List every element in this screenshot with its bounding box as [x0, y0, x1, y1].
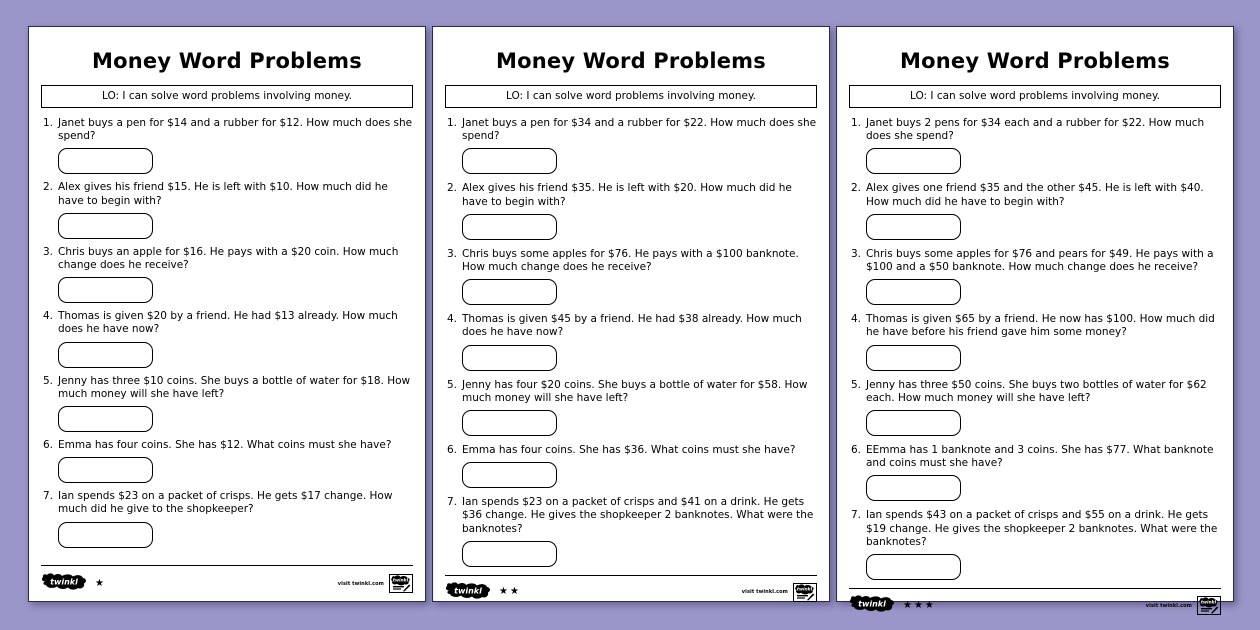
question-text: Jenny has four $20 coins. She buys a bottle of water for $58. How much money will she have left?: [462, 378, 808, 404]
question-text: Ian spends $23 on a packet of crisps. He gets $17 change. How much did he give to the shopkeeper?: [58, 490, 393, 516]
question-number: 5.: [42, 374, 53, 387]
question-number: 3.: [850, 247, 861, 260]
answer-box-2[interactable]: [58, 213, 153, 239]
question-list: [445, 117, 817, 575]
question-body: [462, 248, 817, 311]
question-item-4: [41, 310, 413, 373]
svg-text:twinkl: twinkl: [392, 578, 409, 584]
question-body: [58, 439, 413, 489]
question-item-4: [445, 313, 817, 376]
twinkl-logo-icon: [41, 573, 87, 594]
question-body: [462, 117, 817, 180]
footer-left-group: [41, 573, 106, 594]
answer-box-6[interactable]: [866, 475, 961, 501]
footer-right-group: [742, 583, 817, 602]
question-number: 6.: [850, 444, 861, 457]
answer-box-1[interactable]: [58, 148, 153, 174]
question-text: Ian spends $43 on a packet of crisps and $55 on a drink. He gets $19 change. He gives the shopkeeper 2 banknotes. What were the banknotes?: [866, 509, 1218, 548]
question-item-7: [849, 509, 1221, 586]
question-text: EEmma has 1 banknote and 3 coins. She has $77. What banknote and coins must she have?: [866, 444, 1214, 470]
learning-objective-text: LO: I can solve word problems involving money.: [101, 90, 353, 102]
answer-box-5[interactable]: [866, 410, 961, 436]
question-number: 2.: [850, 182, 861, 195]
question-text: Janet buys a pen for $14 and a rubber for $12. How much does she spend?: [58, 117, 413, 143]
question-body: [58, 181, 413, 244]
question-number: 4.: [42, 310, 53, 323]
question-body: [462, 182, 817, 245]
question-body: [866, 444, 1221, 507]
question-item-2: [445, 182, 817, 245]
question-text: Alex gives his friend $35. He is left with $20. How much did he have to begin with?: [462, 182, 792, 208]
worksheet-page-1[interactable]: [28, 26, 426, 602]
question-body: [866, 182, 1221, 245]
question-list: [41, 117, 413, 565]
question-item-6: [849, 444, 1221, 507]
question-item-3: [445, 248, 817, 311]
difficulty-stars: ★: [95, 577, 106, 589]
question-text: Thomas is given $20 by a friend. He had $13 already. How much does he have now?: [58, 310, 398, 336]
question-number: 3.: [446, 247, 457, 260]
question-number: 1.: [446, 117, 457, 129]
question-item-5: [41, 375, 413, 438]
question-item-5: [849, 379, 1221, 442]
question-item-4: [849, 313, 1221, 376]
question-body: [462, 379, 817, 442]
twinkl-logo-icon: [445, 582, 491, 603]
question-number: 1.: [42, 117, 53, 129]
question-body: [58, 117, 413, 180]
footer-left-group: [445, 582, 521, 603]
question-number: 7.: [446, 496, 457, 509]
answer-box-7[interactable]: [866, 554, 961, 580]
visit-website-text[interactable]: visit twinkl.com: [741, 589, 788, 596]
page-title: Money Word Problems: [496, 49, 766, 73]
question-number: 3.: [42, 245, 53, 258]
question-item-1: [41, 117, 413, 180]
answer-box-1[interactable]: [866, 148, 961, 174]
question-body: [866, 509, 1221, 586]
answer-box-3[interactable]: [462, 279, 557, 305]
svg-text:twinkl: twinkl: [796, 587, 813, 593]
question-text: Chris buys some apples for $76. He pays with a $100 banknote. How much change does he receive?: [462, 247, 799, 274]
visit-website-text[interactable]: visit twinkl.com: [1145, 602, 1192, 609]
question-text: Ian spends $23 on a packet of crisps and $41 on a drink. He gets $36 change. He gives the shopkeeper 2 banknotes. What were the banknotes?: [462, 496, 814, 535]
question-item-2: [41, 181, 413, 244]
question-body: [462, 313, 817, 376]
question-number: 2.: [446, 182, 457, 195]
question-number: 5.: [850, 378, 861, 391]
question-number: 2.: [42, 181, 53, 194]
answer-box-1[interactable]: [462, 148, 557, 174]
question-text: Alex gives one friend $35 and the other $45. He is left with $40. How much did he have to begin with?: [866, 182, 1204, 208]
learning-objective-box: [445, 85, 817, 108]
worksheet-page-3[interactable]: [836, 26, 1234, 611]
question-number: 6.: [446, 444, 457, 457]
question-body: [462, 496, 817, 573]
question-number: 7.: [850, 509, 861, 522]
question-number: 7.: [42, 490, 53, 503]
question-text: Emma has four coins. She has $36. What coins must she have?: [462, 444, 796, 457]
question-text: Jenny has three $50 coins. She buys two bottles of water for $62 each. How much money will she have left?: [866, 378, 1207, 404]
question-item-3: [849, 248, 1221, 311]
question-text: Chris buys an apple for $16. He pays with a $20 coin. How much change does he receive?: [58, 245, 399, 272]
answer-box-7[interactable]: [462, 541, 557, 567]
svg-text:twinkl: twinkl: [858, 599, 886, 609]
answer-box-2[interactable]: [462, 214, 557, 240]
question-body: [866, 248, 1221, 311]
question-text: Thomas is given $65 by a friend. He now has $100. How much did he have before his friend gave him some money?: [866, 313, 1215, 339]
difficulty-stars: ★★: [499, 586, 521, 598]
svg-text:twinkl: twinkl: [1200, 600, 1217, 606]
page-footer: [445, 575, 817, 603]
question-item-1: [849, 117, 1221, 180]
page-title: Money Word Problems: [92, 49, 362, 73]
question-body: [462, 444, 817, 494]
answer-box-6[interactable]: [462, 462, 557, 488]
question-text: Thomas is given $45 by a friend. He had $38 already. How much does he have now?: [462, 313, 802, 339]
question-item-6: [445, 444, 817, 494]
question-text: Chris buys some apples for $76 and pears for $49. He pays with a $100 and a $50 banknote. How much change does he receive?: [866, 247, 1214, 274]
question-item-5: [445, 379, 817, 442]
answer-box-3[interactable]: [866, 279, 961, 305]
question-number: 1.: [850, 117, 861, 129]
footer-left-group: [849, 595, 936, 616]
page-title: Money Word Problems: [900, 49, 1170, 73]
footer-right-group: [338, 574, 413, 593]
question-body: [58, 375, 413, 438]
answer-box-2[interactable]: [866, 214, 961, 240]
question-item-2: [849, 182, 1221, 245]
learning-objective-box: [41, 85, 413, 108]
question-text: Alex gives his friend $15. He is left with $10. How much did he have to begin with?: [58, 181, 388, 207]
learning-objective-text: LO: I can solve word problems involving money.: [505, 90, 757, 102]
answer-box-4[interactable]: [58, 342, 153, 368]
learning-objective-text: LO: I can solve word problems involving money.: [909, 90, 1161, 102]
question-body: [58, 490, 413, 553]
question-number: 4.: [446, 313, 457, 326]
visit-website-text[interactable]: visit twinkl.com: [337, 580, 384, 587]
question-text: Janet buys 2 pens for $34 each and a rubber for $22. How much does she spend?: [866, 117, 1205, 143]
twinkl-badge-icon: [793, 583, 817, 602]
learning-objective-box: [849, 85, 1221, 108]
question-item-1: [445, 117, 817, 180]
answer-box-4[interactable]: [462, 345, 557, 371]
difficulty-stars: ★★★: [903, 599, 936, 611]
worksheet-page-2[interactable]: [432, 26, 830, 602]
question-body: [866, 379, 1221, 442]
answer-box-3[interactable]: [58, 277, 153, 303]
svg-text:twinkl: twinkl: [454, 586, 482, 596]
question-item-6: [41, 439, 413, 489]
answer-box-6[interactable]: [58, 457, 153, 483]
answer-box-7[interactable]: [58, 522, 153, 548]
footer-right-group: [1146, 596, 1221, 615]
question-text: Emma has four coins. She has $12. What coins must she have?: [58, 439, 392, 452]
answer-box-4[interactable]: [866, 345, 961, 371]
question-body: [58, 310, 413, 373]
question-item-3: [41, 246, 413, 309]
question-text: Janet buys a pen for $34 and a rubber for $22. How much does she spend?: [462, 117, 817, 143]
question-body: [866, 117, 1221, 180]
page-footer: [849, 588, 1221, 616]
question-number: 5.: [446, 378, 457, 391]
twinkl-badge-icon: [1197, 596, 1221, 615]
twinkl-badge-icon: [389, 574, 413, 593]
question-item-7: [41, 490, 413, 553]
twinkl-logo-icon: [849, 595, 895, 616]
svg-text:twinkl: twinkl: [50, 577, 78, 587]
question-number: 6.: [42, 439, 53, 452]
question-list: [849, 117, 1221, 588]
answer-box-5[interactable]: [58, 406, 153, 432]
question-item-7: [445, 496, 817, 573]
question-text: Jenny has three $10 coins. She buys a bottle of water for $18. How much money will she have left?: [58, 374, 411, 400]
question-body: [866, 313, 1221, 376]
answer-box-5[interactable]: [462, 410, 557, 436]
page-footer: [41, 565, 413, 595]
question-body: [58, 246, 413, 309]
question-number: 4.: [850, 313, 861, 326]
